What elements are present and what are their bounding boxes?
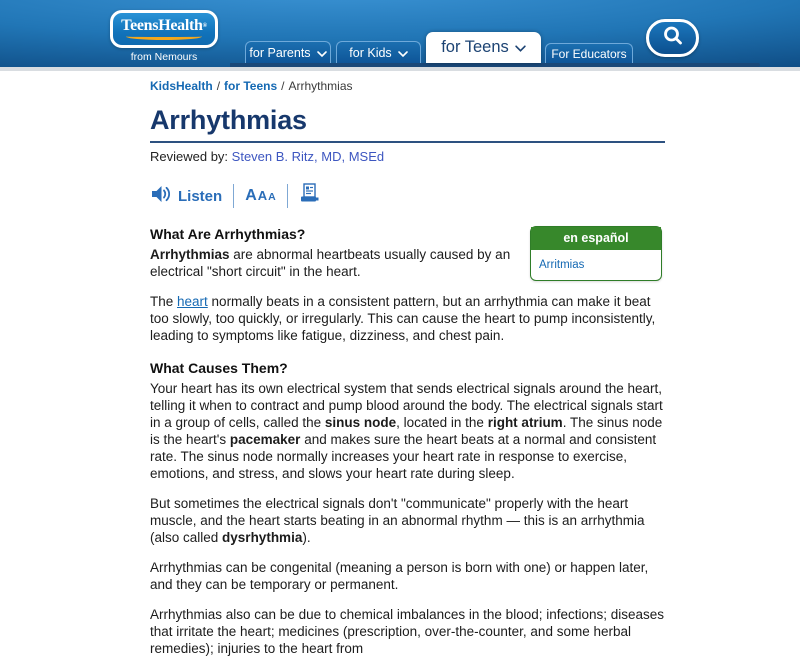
search-icon	[660, 23, 686, 54]
paragraph	[150, 559, 665, 593]
title-divider	[150, 141, 665, 143]
toolbar-divider	[233, 184, 234, 208]
section-heading-what-are: What Are Arrhythmias?	[150, 226, 306, 242]
main-content	[150, 79, 665, 657]
text-size-letter-large: A	[245, 187, 257, 204]
text-segment: , located in the	[396, 415, 488, 430]
reviewed-by-label: Reviewed by:	[150, 149, 229, 164]
tab-for-kids-label: for Kids	[349, 45, 392, 60]
reviewer-link[interactable]: Steven B. Ritz, MD, MSEd	[231, 149, 385, 164]
text-segment: Arrhythmias also can be due to chemical imbalances in the blood; infections; diseases that irritate the heart; medicines (prescription, over-the-counter, and some herbal remedies); injuries to the heart from	[150, 607, 665, 656]
listen-label: Listen	[178, 187, 223, 205]
logo-badge	[110, 10, 218, 48]
text-segment: Your heart has its own electrical system that sends electrical signals around the heart, telling it when to contract and pump blood around the body. The electrical signals start in a group of cells, called the	[150, 381, 663, 430]
speaker-icon	[150, 184, 172, 209]
breadcrumb-separator: /	[216, 79, 221, 93]
nav-underline	[230, 63, 760, 67]
site-header	[0, 0, 800, 67]
text-segment: The	[150, 294, 178, 309]
text-segment: Arrhythmias	[150, 247, 230, 262]
espanol-arritmias-link[interactable]: Arritmias	[539, 259, 585, 271]
teenshealth-logo[interactable]	[110, 10, 218, 63]
logo-title	[121, 18, 207, 34]
tab-for-parents[interactable]	[245, 41, 331, 63]
listen-button[interactable]	[150, 184, 222, 209]
toolbar-divider	[287, 184, 288, 208]
tab-for-educators-label: For Educators	[551, 46, 627, 61]
breadcrumb-kidshealth[interactable]: KidsHealth	[150, 79, 213, 93]
tab-for-parents-label: for Parents	[249, 45, 311, 60]
paragraph	[150, 380, 665, 482]
text-segment: . The sinus node is the heart's	[150, 415, 663, 447]
paragraph	[150, 293, 665, 344]
article-toolbar	[150, 183, 665, 209]
search-button[interactable]	[646, 19, 699, 57]
text-size-letter-small: A	[268, 191, 276, 203]
text-segment: right atrium	[487, 415, 563, 430]
page-title: Arrhythmias	[150, 105, 307, 135]
paragraph	[150, 495, 665, 546]
chevron-down-icon	[398, 51, 408, 57]
text-size-letter-medium: A	[257, 188, 268, 203]
text-segment: normally beats in a consistent pattern, but an arrhythmia can make it beat too slowly, too quickly, or irregularly. This can cause the heart to pump inconsistently, leading to symptoms like fatigue, dizziness, and chest pain.	[150, 294, 656, 343]
text-segment: pacemaker	[229, 432, 301, 447]
text-segment: ).	[302, 530, 311, 545]
text-segment: Arrhythmias can be congenital (meaning a person is born with one) or happen later, and they can be temporary or permanent.	[150, 560, 649, 592]
text-segment: are abnormal heartbeats usually caused by an electrical "short circuit" in the heart.	[150, 247, 511, 279]
tab-for-educators[interactable]	[545, 43, 633, 63]
chevron-down-icon	[317, 51, 327, 57]
breadcrumb-for-teens[interactable]: for Teens	[224, 79, 278, 93]
tab-for-teens-active[interactable]	[426, 32, 541, 63]
logo-swoosh-icon	[126, 33, 202, 40]
paragraph	[150, 606, 665, 657]
print-icon	[299, 183, 320, 209]
text-segment: and makes sure the heart beats at a normal and consistent rate. The sinus node normally increases your heart rate in response to exercise, emotions, and stress, and slows your heart rate during sleep.	[150, 432, 657, 481]
breadcrumb	[150, 79, 665, 93]
registered-mark: ®	[202, 23, 207, 29]
espanol-box	[530, 226, 662, 281]
breadcrumb-separator: /	[281, 79, 285, 93]
tab-for-kids[interactable]	[336, 41, 421, 63]
chevron-down-icon	[515, 45, 526, 52]
espanol-box-body	[531, 250, 661, 280]
header-bottom-strip	[0, 67, 800, 71]
heart-link[interactable]: heart	[177, 294, 208, 309]
text-segment: dysrhythmia	[222, 530, 303, 545]
text-segment: But sometimes the electrical signals don't "communicate" properly with the heart muscle, and the heart starts beating in an abnormal rhythm — this is an arrhythmia (also called	[150, 496, 645, 545]
logo-title-text: TeensHealth	[121, 17, 203, 34]
breadcrumb-current: Arrhythmias	[288, 79, 353, 93]
print-button[interactable]	[299, 183, 320, 209]
reviewed-by	[150, 149, 665, 164]
text-segment: sinus node	[324, 415, 397, 430]
logo-subtitle: from Nemours	[130, 51, 198, 63]
article-body	[150, 226, 665, 657]
section-heading-what-causes: What Causes Them?	[150, 360, 288, 376]
tab-for-teens-label: for Teens	[441, 38, 509, 56]
text-size-button[interactable]	[245, 187, 276, 205]
espanol-box-header: en español	[531, 227, 661, 250]
